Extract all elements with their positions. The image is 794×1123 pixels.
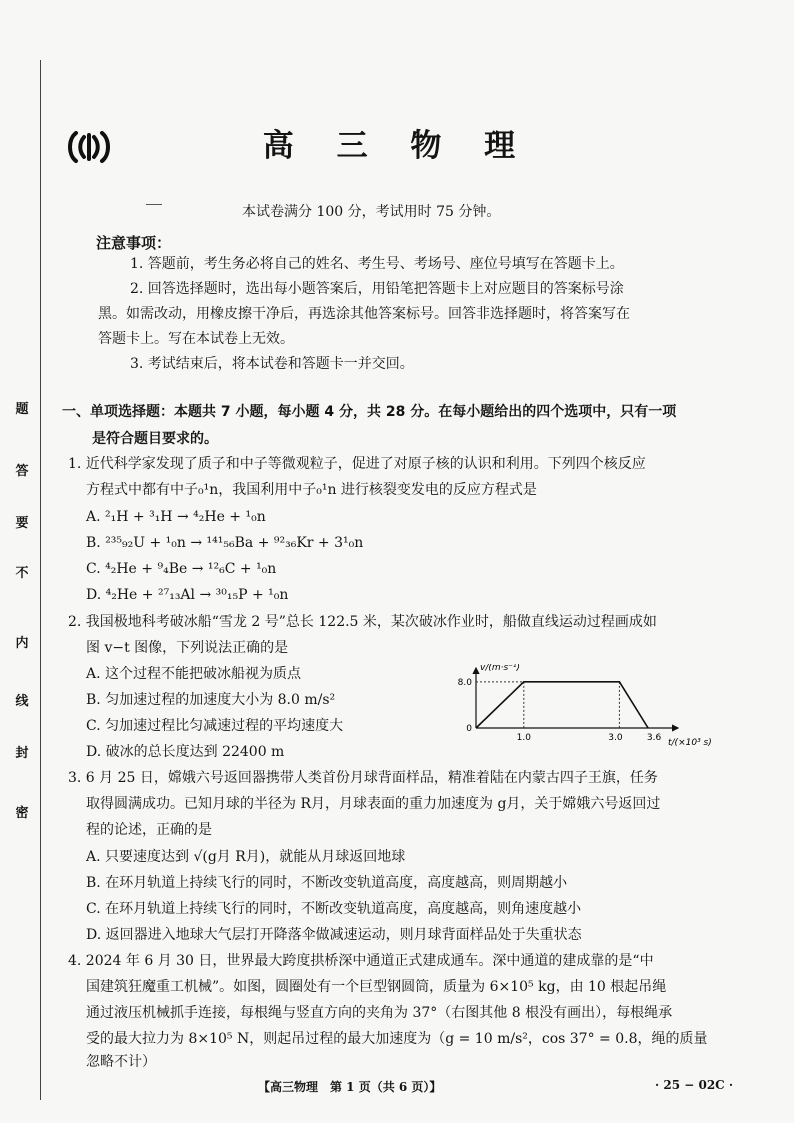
option: A. ²₁H + ³₁H → ⁴₂He + ¹₀n <box>86 509 266 525</box>
question-stem: 4. 2024 年 6 月 30 日，世界最大跨度拱桥深中通道正式建成通车。深中通道的建成靠的是“中 <box>68 953 654 969</box>
side-char: 封 <box>15 746 29 761</box>
y-tick-label: 8.0 <box>457 677 472 688</box>
notice-item: 3. 考试结束后，将本试卷和答题卡一并交回。 <box>130 356 414 372</box>
exam-info: 本试卷满分 100 分，考试用时 75 分钟。 <box>242 204 501 220</box>
option: D. 破冰的总长度达到 22400 m <box>86 744 285 760</box>
side-char: 答 <box>15 464 29 479</box>
question-stem: 通过液压机械抓手连接，每根绳与竖直方向的夹角为 37°（右图其他 8 根没有画出），每根绳承 <box>86 1005 673 1021</box>
option: B. 匀加速过程的加速度大小为 8.0 m/s² <box>86 692 336 708</box>
y-tick-label: 0 <box>466 724 472 734</box>
side-char: 内 <box>15 636 29 651</box>
option: D. ⁴₂He + ²⁷₁₃Al → ³⁰₁₅P + ¹₀n <box>86 587 289 603</box>
option: D. 返回器进入地球大气层打开降落伞做减速运动，则月球背面样品处于失重状态 <box>86 927 582 943</box>
option: A. 这个过程不能把破冰船视为质点 <box>86 666 302 682</box>
page-footer: 【高三物理 第 1 页（共 6 页）】 <box>258 1080 442 1094</box>
question-stem: 2. 我国极地科考破冰船“雪龙 2 号”总长 122.5 米，某次破冰作业时，船做直线运动过程画成如 <box>68 614 657 630</box>
section-heading: 是符合题目要求的。 <box>92 431 218 447</box>
vt-chart <box>436 664 726 754</box>
section-heading: 一、单项选择题：本题共 7 小题，每小题 4 分，共 28 分。在每小题给出的四个选项中，只有一项 <box>62 404 677 420</box>
notice-item: 1. 答题前，考生务必将自己的姓名、考生号、考场号、座位号填写在答题卡上。 <box>130 256 624 272</box>
question-stem: 受的最大拉力为 8×10⁵ N，则起吊过程的最大加速度为（g = 10 m/s²，cos 37° = 0.8，绳的质量 <box>86 1031 708 1047</box>
side-char: 不 <box>15 566 29 581</box>
notice-item: 2. 回答选择题时，选出每小题答案后，用铅笔把答题卡上对应题目的答案标号涂 <box>130 281 624 297</box>
notice-item: 黑。如需改动，用橡皮擦干净后，再选涂其他答案标号。回答非选择题时，将答案写在 <box>98 306 630 322</box>
x-axis-label: t/(×10³ s) <box>668 738 712 748</box>
side-char: 要 <box>15 516 29 531</box>
question-stem: 图 v−t 图像，下列说法正确的是 <box>86 640 289 656</box>
x-tick-label: 3.6 <box>646 733 662 743</box>
x-tick-label: 1.0 <box>516 733 531 743</box>
option: C. 匀加速过程比匀减速过程的平均速度大 <box>86 718 344 734</box>
y-axis-label: v/(m·s⁻¹) <box>480 664 521 673</box>
option: C. ⁴₂He + ⁹₄Be → ¹²₆C + ¹₀n <box>86 561 277 577</box>
divider <box>146 204 162 205</box>
binding-line <box>40 60 41 1100</box>
side-char: 题 <box>15 402 29 417</box>
question-stem: 方程式中都有中子₀¹n，我国利用中子₀¹n 进行核裂变发电的反应方程式是 <box>86 482 537 498</box>
question-stem: 1. 近代科学家发现了质子和中子等微观粒子，促进了对原子核的认识和利用。下列四个核反应 <box>68 456 646 472</box>
notice-item: 答题卡上。写在本试卷上无效。 <box>98 331 294 347</box>
x-tick-label: 3.0 <box>608 733 623 743</box>
question-stem: 国建筑狂魔重工机械”。如图，圆圈处有一个巨型钢圆筒，质量为 6×10⁵ kg，由 10 根起吊绳 <box>86 979 667 995</box>
page-title: 高 三 物 理 <box>262 128 532 164</box>
question-stem: 3. 6 月 25 日，嫦娥六号返回器携带人类首份月球背面样品，精准着陆在内蒙古四子王旗，任务 <box>68 770 658 786</box>
question-stem: 程的论述，正确的是 <box>86 822 212 838</box>
question-stem: 取得圆满成功。已知月球的半径为 R月，月球表面的重力加速度为 g月，关于嫦娥六号返回过 <box>86 796 661 812</box>
option: B. ²³⁵₉₂U + ¹₀n → ¹⁴¹₅₆Ba + ⁹²₃₆Kr + 3¹₀n <box>86 535 364 551</box>
side-char: 线 <box>15 694 29 709</box>
paper-code: · 25 − 02C · <box>655 1078 734 1092</box>
option: A. 只要速度达到 √(g月 R月)，就能从月球返回地球 <box>86 849 406 865</box>
side-char: 密 <box>15 806 29 821</box>
velocity-series-line <box>476 682 648 728</box>
notice-heading: 注意事项： <box>96 234 172 252</box>
question-stem: 忽略不计） <box>86 1054 156 1070</box>
option: B. 在环月轨道上持续飞行的同时，不断改变轨道高度，高度越高，则周期越小 <box>86 875 568 891</box>
option: C. 在环月轨道上持续飞行的同时，不断改变轨道高度，高度越高，则角速度越小 <box>86 901 582 917</box>
